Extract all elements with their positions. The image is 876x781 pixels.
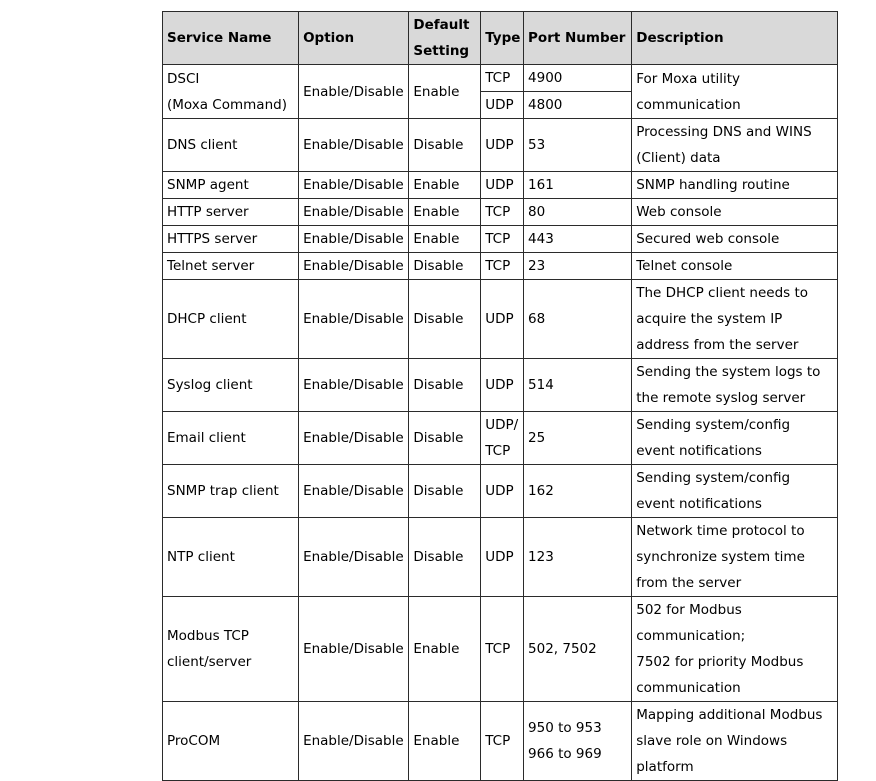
header-row (163, 12, 838, 65)
cell-type: UDP (481, 518, 524, 597)
cell-option: Enable/Disable (299, 65, 409, 119)
cell-port-number: 4900 (524, 65, 632, 92)
header-description: Description (632, 12, 838, 65)
cell-description: For Moxa utility communication (632, 65, 838, 119)
cell-port-number: 80 (524, 199, 632, 226)
cell-description: SNMP handling routine (632, 172, 838, 199)
cell-service-name: Telnet server (163, 253, 299, 280)
cell-description: The DHCP client needs to acquire the system IP address from the server (632, 280, 838, 359)
header-default-setting: Default Setting (409, 12, 481, 65)
table-row (163, 465, 838, 518)
cell-default-setting: Enable (409, 65, 481, 119)
table-row (163, 199, 838, 226)
cell-port-number: 950 to 953 966 to 969 (524, 702, 632, 781)
cell-service-name: SNMP agent (163, 172, 299, 199)
cell-service-name: Syslog client (163, 359, 299, 412)
cell-type: TCP (481, 253, 524, 280)
cell-type: UDP (481, 172, 524, 199)
cell-service-name: HTTPS server (163, 226, 299, 253)
cell-description: Network time protocol to synchronize system time from the server (632, 518, 838, 597)
cell-service-name: ProCOM (163, 702, 299, 781)
cell-default-setting: Enable (409, 597, 481, 702)
cell-type: TCP (481, 597, 524, 702)
cell-default-setting: Disable (409, 518, 481, 597)
cell-description: Sending system/config event notifications (632, 412, 838, 465)
table-row (163, 280, 838, 359)
cell-description: Secured web console (632, 226, 838, 253)
cell-option: Enable/Disable (299, 226, 409, 253)
cell-option: Enable/Disable (299, 280, 409, 359)
cell-port-number: 68 (524, 280, 632, 359)
table-row (163, 359, 838, 412)
cell-service-name: SNMP trap client (163, 465, 299, 518)
cell-service-name: NTP client (163, 518, 299, 597)
cell-port-number: 443 (524, 226, 632, 253)
cell-port-number: 25 (524, 412, 632, 465)
cell-port-number: 161 (524, 172, 632, 199)
header-option: Option (299, 12, 409, 65)
cell-option: Enable/Disable (299, 518, 409, 597)
cell-type: TCP (481, 65, 524, 92)
cell-option: Enable/Disable (299, 597, 409, 702)
header-port-number: Port Number (524, 12, 632, 65)
cell-option: Enable/Disable (299, 359, 409, 412)
cell-default-setting: Disable (409, 412, 481, 465)
cell-default-setting: Disable (409, 359, 481, 412)
cell-port-number: 4800 (524, 92, 632, 119)
table-row (163, 702, 838, 781)
cell-default-setting: Enable (409, 702, 481, 781)
cell-option: Enable/Disable (299, 172, 409, 199)
services-table (162, 11, 838, 781)
cell-type: TCP (481, 199, 524, 226)
cell-type: UDP (481, 359, 524, 412)
cell-description: Mapping additional Modbus slave role on Windows platform (632, 702, 838, 781)
cell-default-setting: Enable (409, 172, 481, 199)
cell-type: UDP (481, 280, 524, 359)
table-row (163, 172, 838, 199)
cell-description: Sending the system logs to the remote syslog server (632, 359, 838, 412)
cell-default-setting: Enable (409, 226, 481, 253)
cell-option: Enable/Disable (299, 412, 409, 465)
cell-port-number: 23 (524, 253, 632, 280)
cell-type: TCP (481, 702, 524, 781)
cell-type: TCP (481, 226, 524, 253)
cell-description: Sending system/config event notifications (632, 465, 838, 518)
cell-default-setting: Disable (409, 119, 481, 172)
cell-default-setting: Disable (409, 253, 481, 280)
cell-default-setting: Disable (409, 465, 481, 518)
cell-description: Processing DNS and WINS (Client) data (632, 119, 838, 172)
cell-default-setting: Disable (409, 280, 481, 359)
table-row (163, 518, 838, 597)
cell-port-number: 53 (524, 119, 632, 172)
cell-service-name: DSCI (Moxa Command) (163, 65, 299, 119)
cell-service-name: Modbus TCP client/server (163, 597, 299, 702)
cell-option: Enable/Disable (299, 465, 409, 518)
cell-type: UDP (481, 465, 524, 518)
cell-description: 502 for Modbus communication; 7502 for priority Modbus communication (632, 597, 838, 702)
table-row (163, 253, 838, 280)
cell-port-number: 514 (524, 359, 632, 412)
header-service-name: Service Name (163, 12, 299, 65)
cell-default-setting: Enable (409, 199, 481, 226)
cell-type: UDP (481, 92, 524, 119)
cell-option: Enable/Disable (299, 119, 409, 172)
cell-description: Telnet console (632, 253, 838, 280)
table-row (163, 226, 838, 253)
table-row (163, 119, 838, 172)
cell-service-name: HTTP server (163, 199, 299, 226)
cell-port-number: 162 (524, 465, 632, 518)
cell-service-name: DHCP client (163, 280, 299, 359)
table-row (163, 597, 838, 702)
header-type: Type (481, 12, 524, 65)
table-row (163, 65, 838, 92)
cell-option: Enable/Disable (299, 702, 409, 781)
cell-service-name: Email client (163, 412, 299, 465)
cell-description: Web console (632, 199, 838, 226)
cell-port-number: 502, 7502 (524, 597, 632, 702)
cell-type: UDP (481, 119, 524, 172)
table-row (163, 412, 838, 465)
cell-port-number: 123 (524, 518, 632, 597)
cell-service-name: DNS client (163, 119, 299, 172)
cell-type: UDP/ TCP (481, 412, 524, 465)
cell-option: Enable/Disable (299, 199, 409, 226)
cell-option: Enable/Disable (299, 253, 409, 280)
